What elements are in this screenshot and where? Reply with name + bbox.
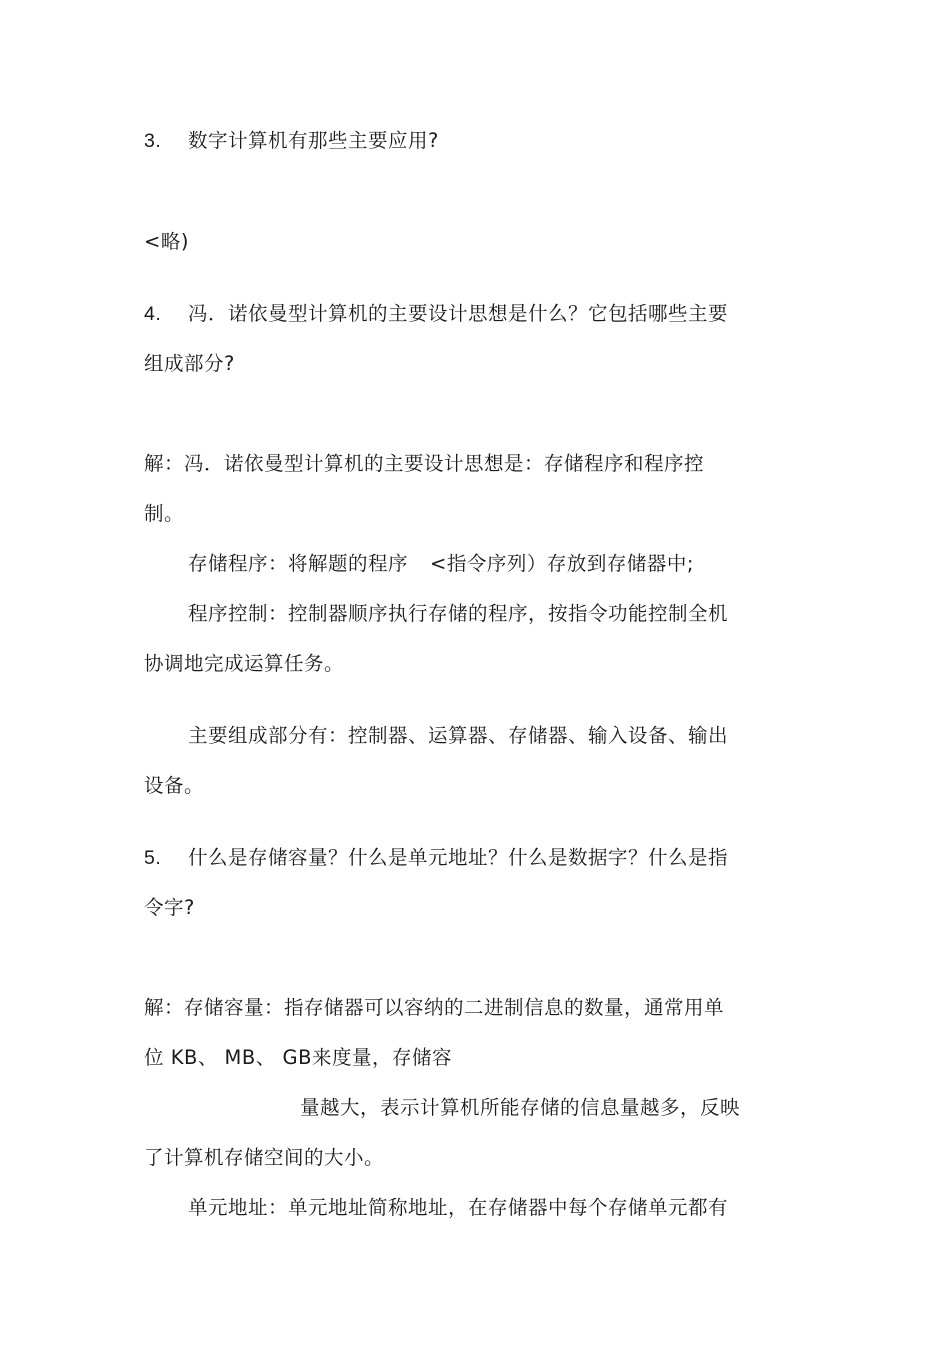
question-4-line2: 组成部分? [144,352,235,375]
question-3 [144,128,439,154]
question-5-line2: 令字? [144,896,195,919]
answer-4-program-control-line2: 协调地完成运算任务。 [144,652,345,675]
answer-5-line3: 量越大，表示计算机所能存储的信息量越多，反映 [300,1096,741,1119]
answer-4-components-line2: 设备。 [144,774,205,797]
answer-5-line5: 单元地址：单元地址简称地址，在存储器中每个存储单元都有 [188,1196,729,1219]
question-number: 3. [144,130,162,152]
paragraph-text: <指令序列）存放到存储器中; [430,552,694,575]
question-number: 4. [144,303,162,325]
answer-3: <略) [144,230,189,253]
answer-4-stored-program [188,551,694,577]
answer-4-line1: 解：冯．诺依曼型计算机的主要设计思想是：存储程序和程序控 [144,452,705,475]
question-text: 什么是存储容量？什么是单元地址？什么是数据字？什么是指 [188,846,729,869]
answer-5-line4: 了计算机存储空间的大小。 [144,1146,385,1169]
answer-5-line2: 位 KB、 MB、 GB来度量，存储容 [144,1046,452,1069]
answer-5-line1: 解：存储容量：指存储器可以容纳的二进制信息的数量，通常用单 [144,996,725,1019]
question-text: 数字计算机有那些主要应用? [188,129,439,152]
question-4 [144,301,728,327]
question-text: 冯．诺依曼型计算机的主要设计思想是什么？它包括哪些主要 [188,302,729,325]
paragraph-text: 存储程序：将解题的程序 [188,552,409,575]
answer-4-line2: 制。 [144,502,185,525]
answer-4-components: 主要组成部分有：控制器、运算器、存储器、输入设备、输出 [188,724,729,747]
answer-4-program-control: 程序控制：控制器顺序执行存储的程序，按指令功能控制全机 [188,602,729,625]
question-5 [144,845,728,871]
question-number: 5. [144,847,162,869]
